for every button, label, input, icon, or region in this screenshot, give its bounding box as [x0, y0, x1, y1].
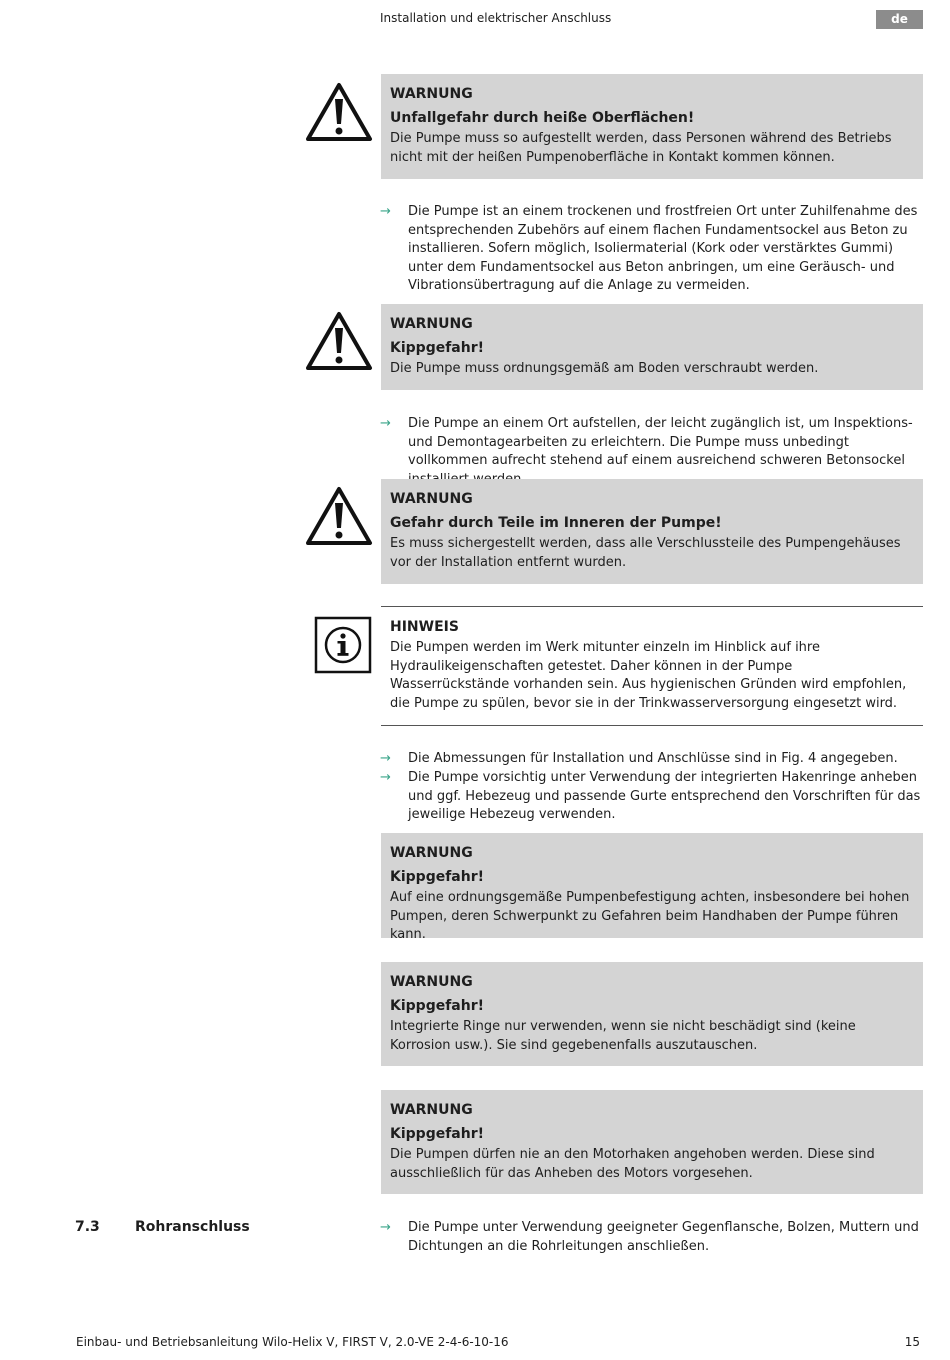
warning-box-internal-parts	[381, 479, 923, 584]
warning-title: Kippgefahr!	[390, 1126, 485, 1142]
list-item-text: Die Pumpe ist an einem trockenen und frostfreien Ort unter Zuhilfenahme des entsprechenden Zubehörs auf einem flachen Fundamentsockel aus Beton zu installieren. Sofern möglich, Isoliermaterial (Kork oder verstärktes Gummi) unter dem Fundamentsockel aus Beton anbringen, um eine Geräusch- und Vibrationsübertragung auf die Anlage zu vermeiden.	[408, 204, 918, 293]
list-item	[380, 750, 923, 769]
warning-label: WARNUNG	[390, 974, 473, 990]
warning-label: WARNUNG	[390, 845, 473, 861]
warning-box-hot-surfaces	[381, 74, 923, 179]
note-box	[381, 606, 923, 726]
warning-text: Integrierte Ringe nur verwenden, wenn sie nicht beschädigt sind (keine Korrosion usw.). Sie sind gegebenenfalls auszutauschen.	[390, 1019, 856, 1053]
warning-title: Gefahr durch Teile im Inneren der Pumpe!	[390, 515, 722, 531]
warning-label: WARNUNG	[390, 86, 473, 102]
warning-box-tipping	[381, 1090, 923, 1194]
list-item-text: Die Pumpe vorsichtig unter Verwendung der integrierten Hakenringe anheben und ggf. Hebezeug und passende Gurte entsprechend den Vorschriften für das jeweilige Hebezeug verwenden.	[408, 770, 921, 822]
arrow-right-icon: →	[380, 751, 391, 766]
page-number: 15	[904, 1335, 920, 1349]
list-item-text: Die Pumpe unter Verwendung geeigneter Gegenflansche, Bolzen, Muttern und Dichtungen an die Rohrleitungen anschließen.	[408, 1220, 919, 1254]
warning-title: Kippgefahr!	[390, 869, 485, 885]
warning-label: WARNUNG	[390, 1102, 473, 1118]
warning-text: Es muss sichergestellt werden, dass alle Verschlussteile des Pumpengehäuses vor der Installation entfernt wurden.	[390, 536, 901, 570]
warning-text: Die Pumpe muss so aufgestellt werden, dass Personen während des Betriebs nicht mit der heißen Pumpenoberfläche in Kontakt kommen können.	[390, 131, 892, 165]
list-item-text: Die Abmessungen für Installation und Anschlüsse sind in Fig. 4 angegeben.	[408, 751, 898, 766]
warning-box-tipping	[381, 962, 923, 1066]
arrow-right-icon: →	[380, 416, 391, 431]
warning-text: Die Pumpen dürfen nie an den Motorhaken angehoben werden. Diese sind ausschließlich für das Anheben des Motors vorgesehen.	[390, 1147, 875, 1181]
warning-title: Kippgefahr!	[390, 340, 485, 356]
list-item	[380, 1219, 923, 1256]
warning-label: WARNUNG	[390, 316, 473, 332]
warning-title: Unfallgefahr durch heiße Oberflächen!	[390, 110, 695, 126]
header-title: Installation und elektrischer Anschluss	[380, 11, 612, 25]
warning-triangle-icon	[305, 486, 373, 546]
arrow-right-icon: →	[380, 770, 391, 785]
warning-box-tipping	[381, 304, 923, 390]
warning-title: Kippgefahr!	[390, 998, 485, 1014]
warning-triangle-icon	[305, 311, 373, 371]
list-item	[380, 415, 923, 489]
note-text: Die Pumpen werden im Werk mitunter einzeln im Hinblick auf ihre Hydraulikeigenschaften getestet. Daher können in der Pumpe Wasserrückstände vorhanden sein. Aus hygienischen Gründen wird empfohlen, die Pumpe zu spülen, bevor sie in der Trinkwasserversorgung eingesetzt wird.	[390, 640, 907, 711]
footer-document-title: Einbau- und Betriebsanleitung Wilo-Helix V, FIRST V, 2.0-VE 2-4-6-10-16	[76, 1335, 509, 1349]
note-label: HINWEIS	[390, 619, 459, 635]
arrow-right-icon: →	[380, 1220, 391, 1235]
warning-triangle-icon	[305, 82, 373, 142]
warning-text: Die Pumpe muss ordnungsgemäß am Boden verschraubt werden.	[390, 361, 819, 376]
list-item	[380, 203, 923, 296]
warning-label: WARNUNG	[390, 491, 473, 507]
list-item	[380, 769, 923, 825]
warning-text: Auf eine ordnungsgemäße Pumpenbefestigung achten, insbesondere bei hohen Pumpen, deren Schwerpunkt zu Gefahren beim Handhaben der Pumpe führen kann.	[390, 890, 910, 942]
list-item-text: Die Pumpe an einem Ort aufstellen, der leicht zugänglich ist, um Inspektions- und Demontagearbeiten zu erleichtern. Die Pumpe muss unbedingt vollkommen aufrecht stehend auf einem ausreichend schweren Betonsockel	[408, 416, 913, 468]
arrow-right-icon: →	[380, 204, 391, 219]
section-title: Rohranschluss	[135, 1219, 250, 1235]
warning-box-tipping	[381, 833, 923, 942]
section-number: 7.3	[75, 1219, 100, 1235]
info-icon	[314, 616, 372, 674]
language-badge: de	[876, 10, 923, 29]
